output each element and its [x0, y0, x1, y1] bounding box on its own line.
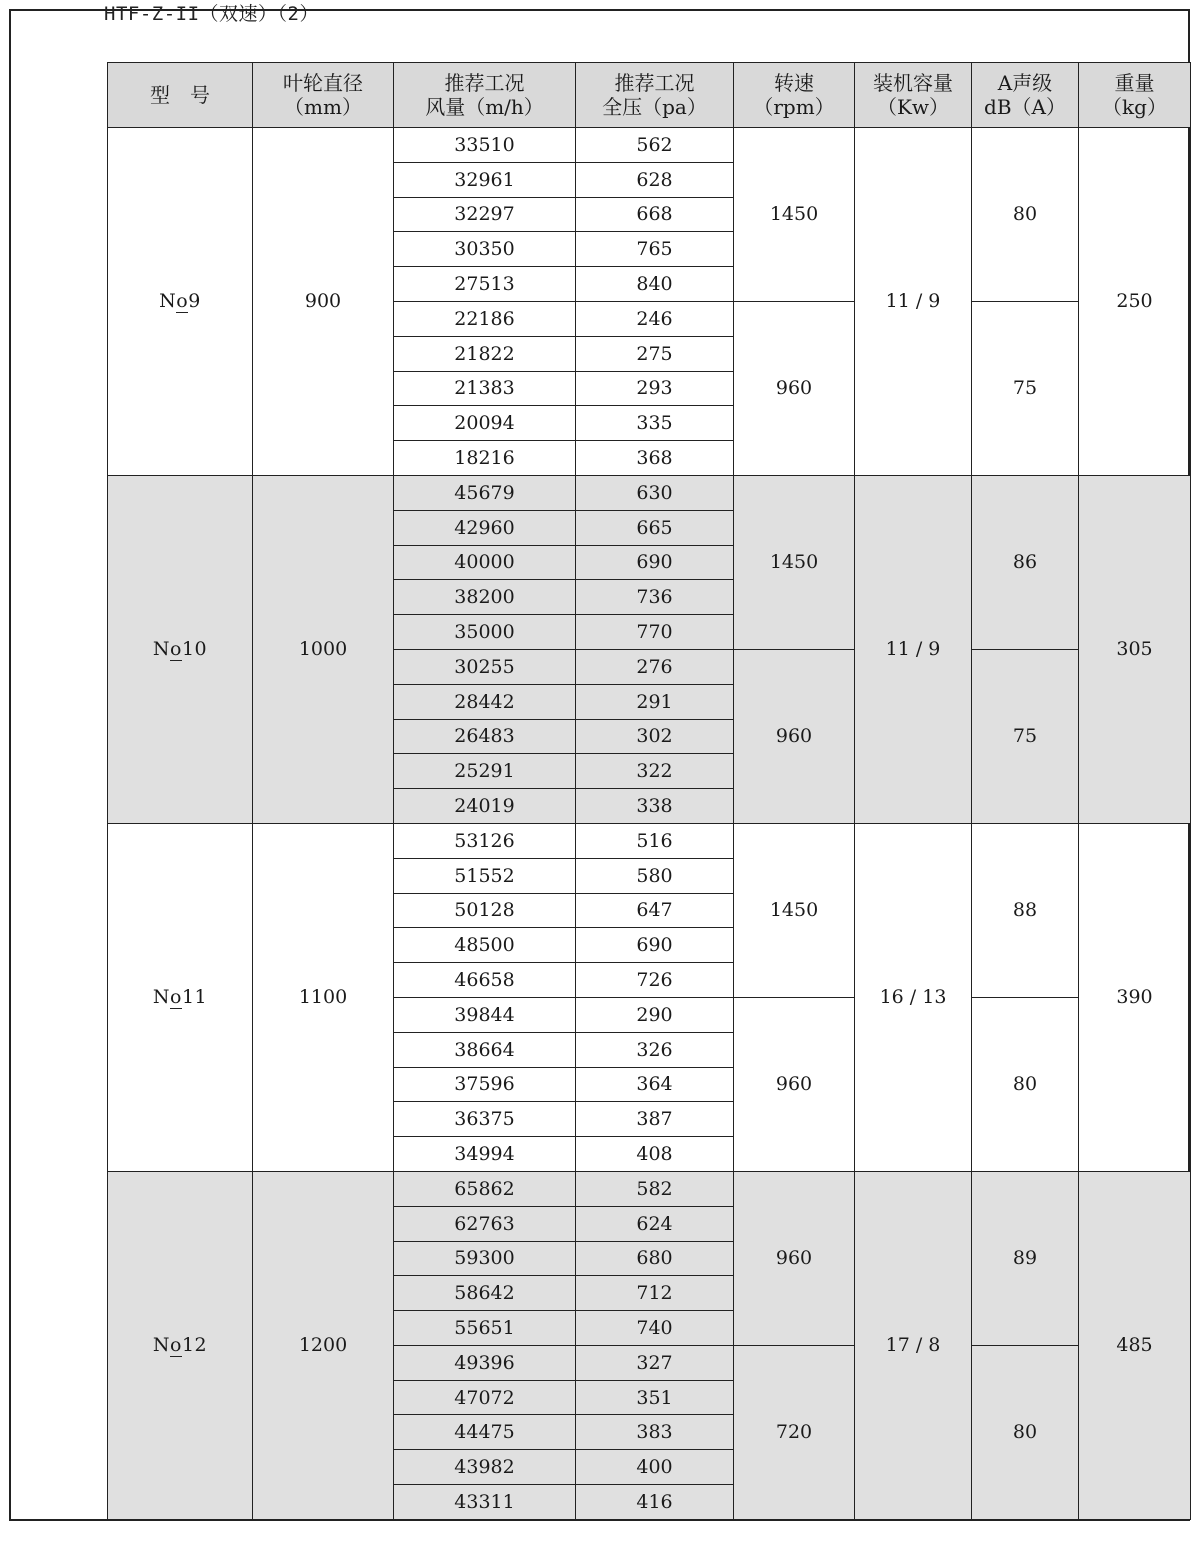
header-pressure: 推荐工况 全压（pa） — [576, 63, 734, 128]
speed-cell: 1450 — [734, 823, 855, 997]
flow-cell: 28442 — [394, 684, 576, 719]
flow-cell: 59300 — [394, 1241, 576, 1276]
flow-cell: 55651 — [394, 1311, 576, 1346]
pressure-cell: 326 — [576, 1032, 734, 1067]
table-row — [108, 128, 1191, 163]
flow-cell: 50128 — [394, 893, 576, 928]
pressure-cell: 647 — [576, 893, 734, 928]
flow-cell: 39844 — [394, 997, 576, 1032]
pressure-cell: 338 — [576, 789, 734, 824]
pressure-cell: 351 — [576, 1380, 734, 1415]
flow-cell: 30255 — [394, 649, 576, 684]
flow-cell: 46658 — [394, 963, 576, 998]
table-row — [108, 475, 1191, 510]
model-number: 11 — [181, 986, 208, 1009]
model-cell — [108, 475, 253, 823]
diameter-cell: 900 — [253, 128, 394, 476]
table-body — [108, 128, 1191, 1520]
model-o: o — [169, 638, 182, 661]
noise-cell: 80 — [972, 1345, 1079, 1519]
power-cell: 11 / 9 — [855, 128, 972, 476]
pressure-cell: 580 — [576, 858, 734, 893]
pressure-cell: 840 — [576, 267, 734, 302]
diameter-cell: 1200 — [253, 1171, 394, 1519]
flow-cell: 21383 — [394, 371, 576, 406]
document-title: HTF-Z-II（双速）（2） — [104, 3, 319, 25]
speed-cell: 1450 — [734, 475, 855, 649]
diameter-cell: 1100 — [253, 823, 394, 1171]
pressure-cell: 293 — [576, 371, 734, 406]
flow-cell: 34994 — [394, 1137, 576, 1172]
flow-cell: 21822 — [394, 336, 576, 371]
flow-cell: 38664 — [394, 1032, 576, 1067]
table-row — [108, 1171, 1191, 1206]
fan-spec-table — [107, 62, 1191, 1520]
flow-cell: 40000 — [394, 545, 576, 580]
header-diameter: 叶轮直径 （mm） — [253, 63, 394, 128]
pressure-cell: 624 — [576, 1206, 734, 1241]
pressure-cell: 690 — [576, 928, 734, 963]
header-row — [108, 63, 1191, 128]
flow-cell: 43311 — [394, 1485, 576, 1520]
pressure-cell: 275 — [576, 336, 734, 371]
pressure-cell: 387 — [576, 1102, 734, 1137]
pressure-cell: 628 — [576, 162, 734, 197]
flow-cell: 44475 — [394, 1415, 576, 1450]
weight-cell: 390 — [1079, 823, 1191, 1171]
pressure-cell: 770 — [576, 615, 734, 650]
flow-cell: 25291 — [394, 754, 576, 789]
flow-cell: 53126 — [394, 823, 576, 858]
model-number: 12 — [181, 1334, 208, 1357]
power-cell: 11 / 9 — [855, 475, 972, 823]
pressure-cell: 562 — [576, 128, 734, 163]
pressure-cell: 291 — [576, 684, 734, 719]
flow-cell: 36375 — [394, 1102, 576, 1137]
speed-cell: 960 — [734, 997, 855, 1171]
noise-cell: 88 — [972, 823, 1079, 997]
flow-cell: 32961 — [394, 162, 576, 197]
model-cell — [108, 128, 253, 476]
flow-cell: 58642 — [394, 1276, 576, 1311]
pressure-cell: 712 — [576, 1276, 734, 1311]
pressure-cell: 408 — [576, 1137, 734, 1172]
speed-cell: 1450 — [734, 128, 855, 302]
flow-cell: 27513 — [394, 267, 576, 302]
pressure-cell: 327 — [576, 1345, 734, 1380]
flow-cell: 51552 — [394, 858, 576, 893]
model-prefix: N — [159, 290, 177, 313]
weight-cell: 250 — [1079, 128, 1191, 476]
noise-cell: 89 — [972, 1171, 1079, 1345]
model-cell — [108, 1171, 253, 1519]
pressure-cell: 246 — [576, 301, 734, 336]
flow-cell: 65862 — [394, 1171, 576, 1206]
flow-cell: 49396 — [394, 1345, 576, 1380]
diameter-cell: 1000 — [253, 475, 394, 823]
speed-cell: 960 — [734, 649, 855, 823]
power-cell: 16 / 13 — [855, 823, 972, 1171]
model-number: 10 — [181, 638, 208, 661]
pressure-cell: 335 — [576, 406, 734, 441]
model-o: o — [176, 290, 189, 313]
pressure-cell: 368 — [576, 441, 734, 476]
flow-cell: 43982 — [394, 1450, 576, 1485]
flow-cell: 22186 — [394, 301, 576, 336]
flow-cell: 33510 — [394, 128, 576, 163]
pressure-cell: 516 — [576, 823, 734, 858]
header-noise: A声级 dB（A） — [972, 63, 1079, 128]
pressure-cell: 383 — [576, 1415, 734, 1450]
speed-cell: 960 — [734, 301, 855, 475]
flow-cell: 37596 — [394, 1067, 576, 1102]
model-prefix: N — [152, 986, 170, 1009]
noise-cell: 75 — [972, 649, 1079, 823]
pressure-cell: 416 — [576, 1485, 734, 1520]
pressure-cell: 290 — [576, 997, 734, 1032]
pressure-cell: 680 — [576, 1241, 734, 1276]
pressure-cell: 765 — [576, 232, 734, 267]
pressure-cell: 630 — [576, 475, 734, 510]
pressure-cell: 322 — [576, 754, 734, 789]
model-o: o — [169, 986, 182, 1009]
noise-cell: 80 — [972, 997, 1079, 1171]
pressure-cell: 665 — [576, 510, 734, 545]
header-speed: 转速 （rpm） — [734, 63, 855, 128]
weight-cell: 305 — [1079, 475, 1191, 823]
pressure-cell: 736 — [576, 580, 734, 615]
power-cell: 17 / 8 — [855, 1171, 972, 1519]
header-power: 装机容量 （Kw） — [855, 63, 972, 128]
pressure-cell: 582 — [576, 1171, 734, 1206]
speed-cell: 720 — [734, 1345, 855, 1519]
model-o: o — [169, 1334, 182, 1357]
pressure-cell: 400 — [576, 1450, 734, 1485]
model-prefix: N — [152, 1334, 170, 1357]
pressure-cell: 364 — [576, 1067, 734, 1102]
flow-cell: 47072 — [394, 1380, 576, 1415]
pressure-cell: 302 — [576, 719, 734, 754]
pressure-cell: 668 — [576, 197, 734, 232]
flow-cell: 26483 — [394, 719, 576, 754]
flow-cell: 62763 — [394, 1206, 576, 1241]
model-number: 9 — [188, 290, 201, 313]
flow-cell: 45679 — [394, 475, 576, 510]
flow-cell: 42960 — [394, 510, 576, 545]
flow-cell: 35000 — [394, 615, 576, 650]
pressure-cell: 690 — [576, 545, 734, 580]
header-flow: 推荐工况 风量（m/h） — [394, 63, 576, 128]
header-model: 型 号 — [108, 63, 253, 128]
flow-cell: 30350 — [394, 232, 576, 267]
noise-cell: 86 — [972, 475, 1079, 649]
header-weight: 重量 （kg） — [1079, 63, 1191, 128]
speed-cell: 960 — [734, 1171, 855, 1345]
table-row — [108, 823, 1191, 858]
model-prefix: N — [152, 638, 170, 661]
noise-cell: 75 — [972, 301, 1079, 475]
weight-cell: 485 — [1079, 1171, 1191, 1519]
flow-cell: 24019 — [394, 789, 576, 824]
flow-cell: 20094 — [394, 406, 576, 441]
noise-cell: 80 — [972, 128, 1079, 302]
flow-cell: 48500 — [394, 928, 576, 963]
flow-cell: 18216 — [394, 441, 576, 476]
model-cell — [108, 823, 253, 1171]
flow-cell: 32297 — [394, 197, 576, 232]
pressure-cell: 276 — [576, 649, 734, 684]
pressure-cell: 740 — [576, 1311, 734, 1346]
flow-cell: 38200 — [394, 580, 576, 615]
pressure-cell: 726 — [576, 963, 734, 998]
